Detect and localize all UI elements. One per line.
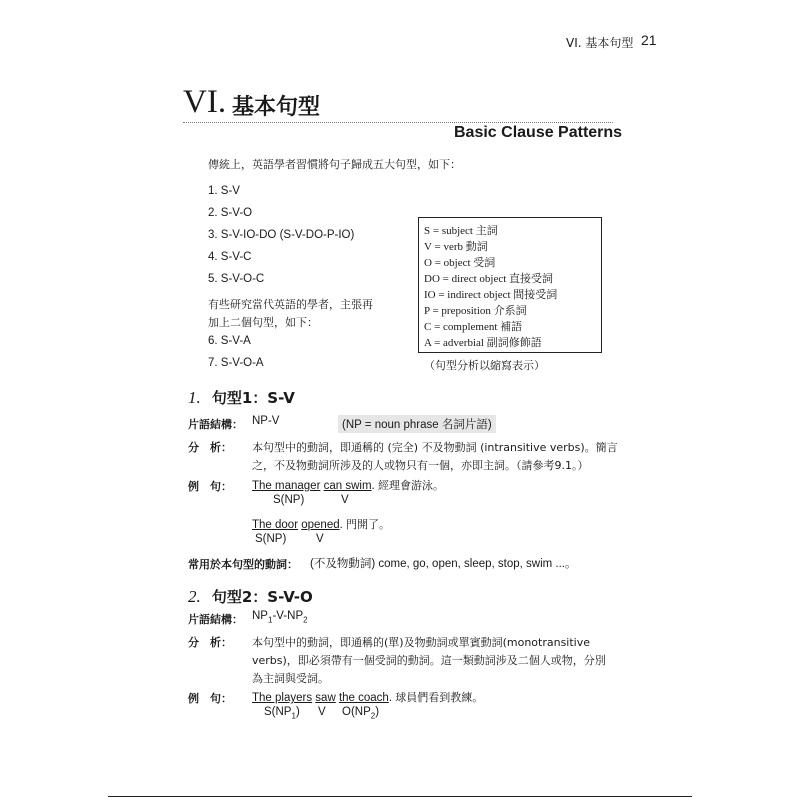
example-sentence	[252, 689, 483, 705]
analysis-label: 分 析：	[188, 636, 232, 649]
tag-text: S(NP	[264, 706, 292, 718]
section-heading	[188, 387, 295, 408]
analysis-text: verbs)，即必須帶有一個受詞的動詞。這一類動詞涉及二個人或物，分別	[252, 654, 606, 667]
example-sentence	[252, 477, 444, 493]
pattern-item: 3. S-V-IO-DO (S-V-DO-P-IO)	[208, 229, 355, 241]
intro-text: 傳統上，英語學者習慣將句子歸成五大句型，如下：	[208, 158, 461, 171]
structure-subscript: 1	[267, 615, 273, 625]
tag-text: )	[295, 706, 300, 718]
np-note: (NP = noun phrase 名詞片語)	[338, 415, 496, 433]
common-verbs-label: 常用於本句型的動詞：	[188, 558, 298, 571]
example-period: .	[371, 480, 375, 492]
example-verb: opened	[301, 519, 340, 531]
subject-tag	[264, 706, 300, 720]
tag-subscript: 2	[370, 711, 376, 721]
section-title: 句型1：S-V	[211, 389, 295, 407]
example-period: .	[339, 519, 343, 531]
analysis-label: 分 析：	[188, 441, 232, 454]
legend-item: DO = direct object 直接受詞	[424, 273, 554, 285]
analysis-text: 本句型中的動詞，即通稱的 (完全) 不及物動詞 (intransitive verbs)。簡言	[252, 441, 618, 454]
legend-item: A = adverbial 副詞修飾語	[424, 337, 542, 349]
example-verb: saw	[315, 692, 336, 704]
legend-item: S = subject 主詞	[424, 225, 498, 237]
legend-item: V = verb 動詞	[424, 241, 488, 253]
chapter-numeral: VI.	[183, 84, 227, 120]
pattern-item: 4. S-V-C	[208, 251, 252, 263]
section-number: 2.	[188, 587, 201, 606]
pattern-item: 1. S-V	[208, 185, 240, 197]
subject-tag: S(NP)	[255, 533, 287, 545]
pattern-item: 6. S-V-A	[208, 335, 251, 347]
example-translation: 門開了。	[346, 519, 391, 531]
intro-text-2: 有些研究當代英語的學者，主張再	[208, 298, 373, 311]
structure-part: NP	[252, 610, 268, 622]
legend-item: C = complement 補語	[424, 321, 523, 333]
legend-item: IO = indirect object 間接受詞	[424, 289, 558, 301]
chapter-subtitle: Basic Clause Patterns	[454, 124, 623, 141]
page-bottom-rule	[108, 796, 692, 797]
structure-label: 片語結構：	[188, 613, 243, 626]
section-title: 句型2：S-V-O	[211, 588, 313, 606]
example-sentence	[252, 516, 390, 532]
structure-label: 片語結構：	[188, 418, 243, 431]
analysis-text: 之，不及物動詞所涉及的人或物只有一個，亦即主詞。（請參考9.1。）	[252, 459, 589, 472]
verb-tag: V	[316, 533, 324, 545]
section-heading	[188, 586, 313, 607]
structure-value	[252, 610, 308, 624]
structure-value: NP-V	[252, 415, 280, 427]
legend-item: P = preposition 介系詞	[424, 305, 527, 317]
example-subject: The players	[252, 692, 313, 704]
tag-text: )	[375, 706, 380, 718]
example-verb: can swim	[323, 480, 372, 492]
analysis-text: 本句型中的動詞，即通稱的(單)及物動詞或單賓動詞(monotransitive	[252, 636, 591, 649]
example-label: 例 句：	[188, 692, 232, 705]
example-translation: 球員們看到教練。	[395, 692, 484, 704]
example-translation: 經理會游泳。	[377, 480, 444, 492]
object-tag	[342, 706, 379, 720]
legend-caption: （句型分析以縮寫表示）	[424, 359, 545, 372]
verb-tag: V	[341, 494, 349, 506]
analysis-text: 為主詞與受詞。	[252, 672, 329, 685]
structure-part: -V-NP	[272, 610, 304, 622]
intro-text-3: 加上二個句型，如下：	[208, 316, 318, 329]
chapter-title: 基本句型	[232, 95, 321, 120]
verb-tag: V	[318, 706, 326, 718]
example-label: 例 句：	[188, 480, 232, 493]
tag-subscript: 1	[291, 711, 296, 721]
example-subject: The manager	[252, 480, 321, 492]
page-number: 21	[641, 32, 657, 48]
pattern-item: 2. S-V-O	[208, 207, 253, 219]
example-period: .	[388, 692, 393, 704]
example-subject: The door	[252, 519, 299, 531]
pattern-item: 7. S-V-O-A	[208, 357, 264, 369]
example-object: the coach	[338, 692, 389, 704]
structure-subscript: 2	[303, 615, 308, 625]
running-title: VI. 基本句型	[566, 36, 634, 50]
section-number: 1.	[188, 388, 201, 407]
common-verbs-value: (不及物動詞) come, go, open, sleep, stop, swim ...。	[310, 558, 577, 570]
tag-text: O(NP	[342, 706, 371, 718]
subject-tag: S(NP)	[273, 494, 305, 506]
chapter-divider	[183, 122, 613, 123]
legend-item: O = object 受詞	[424, 257, 496, 269]
pattern-item: 5. S-V-O-C	[208, 273, 265, 285]
